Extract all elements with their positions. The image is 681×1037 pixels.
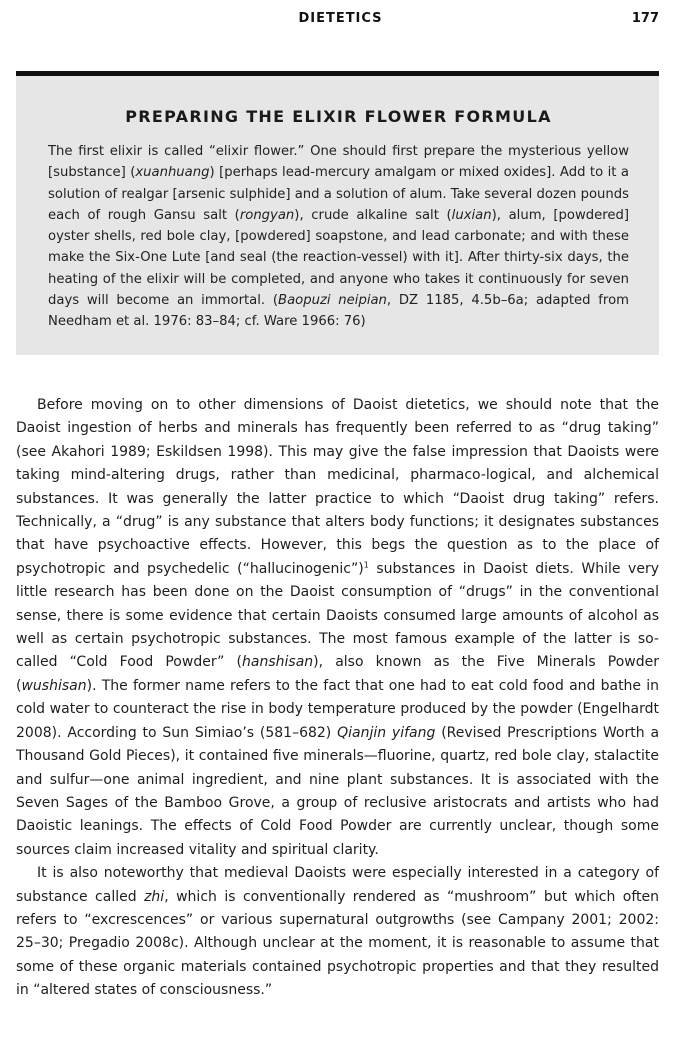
italic-term: wushisan bbox=[21, 677, 87, 694]
text-run: , DZ 1185, 4.5b–6a; adapted from Needham et al. 1976: 83–84; cf. Ware 1966: 76) bbox=[48, 293, 629, 330]
text-run: ). The former name refers to the fact that one had to eat cold food and bathe in cold water to counteract the rise in body temperature produced by the powder (Engelhardt 2008). According to Sun Simiao’s (581–682) bbox=[16, 677, 659, 741]
body-text bbox=[16, 394, 659, 1003]
running-head-title: DIETETICS bbox=[298, 11, 383, 26]
italic-term: zhi bbox=[144, 888, 165, 905]
text-run: ), alum, [powdered] oyster shells, red bole clay, [powdered] soapstone, and lead carbonate; and with these make the Six-One Lute [and seal (the reaction-vessel) with it]. After thirty-six days, the heating of the elixir will be completed, and anyone who takes it continuously for seven days will become an immortal. ( bbox=[48, 207, 629, 309]
italic-title: Baopuzi neipian bbox=[278, 293, 387, 309]
text-run: (Revised Prescriptions Worth a Thousand Gold Pieces), it contained five minerals—fluorine, quartz, red bole clay, stalactite and sulfur—one animal ingredient, and nine plant substances. It is associated with the Seven Sages of the Bamboo Grove, a group of reclusive aristocrats and artists who had Daoistic leanings. The effects of Cold Food Powder are currently unclear, though some sources claim increased vitality and spiritual clarity. bbox=[16, 724, 660, 858]
text-run: , which is conventionally rendered as “mushroom” but which often refers to “excrescences” or various supernatural outgrowths (see Campany 2001; 2002: 25–30; Pregadio 2008c). Although unclear at the moment, it is reasonable to assume that some of these organic materials contained psychotropic properties and that they resulted in “altered states of consciousness.” bbox=[16, 888, 660, 999]
sidebar-box bbox=[16, 76, 659, 355]
text-run: ), also known as the Five Minerals Powder ( bbox=[16, 654, 659, 694]
page-number: 177 bbox=[631, 11, 659, 26]
text-run: ) [perhaps lead-mercury amalgam or mixed oxides]. Add to it a solution of realgar [arsenic sulphide] and a solution of alum. Take several dozen pounds each of rough Gansu salt ( bbox=[48, 165, 629, 223]
italic-term: luxian bbox=[451, 207, 492, 223]
body-paragraph-1 bbox=[16, 394, 659, 862]
italic-title: Qianjin yifang bbox=[337, 724, 436, 741]
text-run: ), crude alkaline salt ( bbox=[294, 207, 452, 223]
italic-term: hanshisan bbox=[242, 654, 314, 671]
text-run: substances in Daoist diets. While very little research has been done on the Daoist consumption of “drugs” in the conventional sense, there is some evidence that certain Daoists consumed large amounts of alcohol as well as certain psychotropic substances. The most famous example of the latter is so-called “Cold Food Powder” ( bbox=[16, 560, 659, 671]
sidebar-paragraph bbox=[48, 141, 629, 333]
italic-term: xuanhuang bbox=[135, 165, 210, 181]
italic-term: rongyan bbox=[239, 207, 295, 223]
body-paragraph-2 bbox=[16, 862, 659, 1002]
text-run: The first elixir is called “elixir flower.” One should first prepare the mysterious yellow [substance] ( bbox=[48, 144, 629, 181]
text-run: Before moving on to other dimensions of Daoist dietetics, we should note that the Daoist ingestion of herbs and minerals has frequently been referred to as “drug taking” (see Akahori 1989; Eskildsen 1998). This may give the false impression that Daoists were taking mind-altering drugs, rather than medicinal, pharmaco-logical, and alchemical substances. It was generally the latter practice to which “Daoist drug taking” refers. Technically, a “drug” is any substance that alters body functions; it designates substances that have psychoactive effects. However, this begs the question as to the place of psychotropic and psychedelic (“hallucinogenic”) bbox=[16, 397, 659, 577]
footnote-marker[interactable]: 1 bbox=[363, 560, 369, 570]
text-run: It is also noteworthy that medieval Daoists were especially interested in a category of substance called bbox=[16, 865, 659, 905]
sidebar-heading: PREPARING THE ELIXIR FLOWER FORMULA bbox=[125, 107, 552, 126]
running-head bbox=[0, 11, 681, 29]
